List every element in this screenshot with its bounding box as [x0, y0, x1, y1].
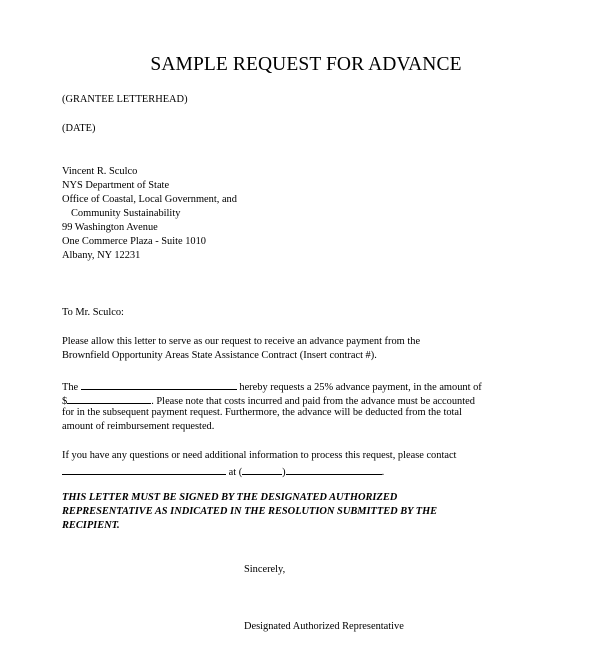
contact-name-blank [62, 463, 226, 475]
paragraph-line: Brownfield Opportunity Areas State Assistance Contract (Insert contract #). [62, 350, 377, 361]
address-line: Office of Coastal, Local Government, and [62, 194, 237, 205]
paragraph-line: Please allow this letter to serve as our request to receive an advance payment from the [62, 336, 421, 347]
document-title: SAMPLE REQUEST FOR ADVANCE [150, 54, 462, 75]
address-line: 99 Washington Avenue [62, 222, 158, 233]
signature-label: Designated Authorized Representative [244, 621, 404, 632]
salutation: To Mr. Sculco: [62, 307, 124, 318]
the-word: The [62, 382, 79, 393]
dollar-sign: $ [62, 396, 68, 407]
notice-line: REPRESENTATIVE AS INDICATED IN THE RESOLUTION SUBMITTED BY THE [62, 506, 438, 517]
paragraph-line: amount of reimbursement requested. [62, 421, 215, 432]
address-line: Vincent R. Sculco [62, 166, 138, 177]
closing: Sincerely, [244, 564, 286, 575]
letterhead-placeholder: (GRANTEE LETTERHEAD) [62, 94, 188, 105]
address-line: Albany, NY 12231 [62, 250, 141, 261]
at-text: at ( [228, 467, 243, 478]
period: . [381, 467, 385, 478]
accounting-text: . Please note that costs incurred and paid from the advance must be accounted [151, 396, 475, 407]
notice-line: THIS LETTER MUST BE SIGNED BY THE DESIGNATED AUTHORIZED [62, 492, 398, 503]
address-line: One Commerce Plaza - Suite 1010 [62, 236, 206, 247]
paren-close: ) [282, 467, 286, 478]
paragraph-line [62, 463, 384, 480]
paragraph-line: If you have any questions or need additional information to process this request, please contact [62, 450, 457, 461]
amount-blank [67, 392, 151, 404]
phone-number-blank [286, 463, 382, 475]
address-line: Community Sustainability [71, 208, 181, 219]
date-placeholder: (DATE) [62, 123, 96, 134]
grantee-name-blank [81, 378, 237, 390]
notice-line: RECIPIENT. [62, 520, 120, 531]
request-text: hereby requests a 25% advance payment, in the amount of [239, 382, 482, 393]
address-line: NYS Department of State [62, 180, 170, 191]
paragraph-line: for in the subsequent payment request. Furthermore, the advance will be deducted from the total [62, 407, 462, 418]
area-code-blank [242, 463, 282, 475]
